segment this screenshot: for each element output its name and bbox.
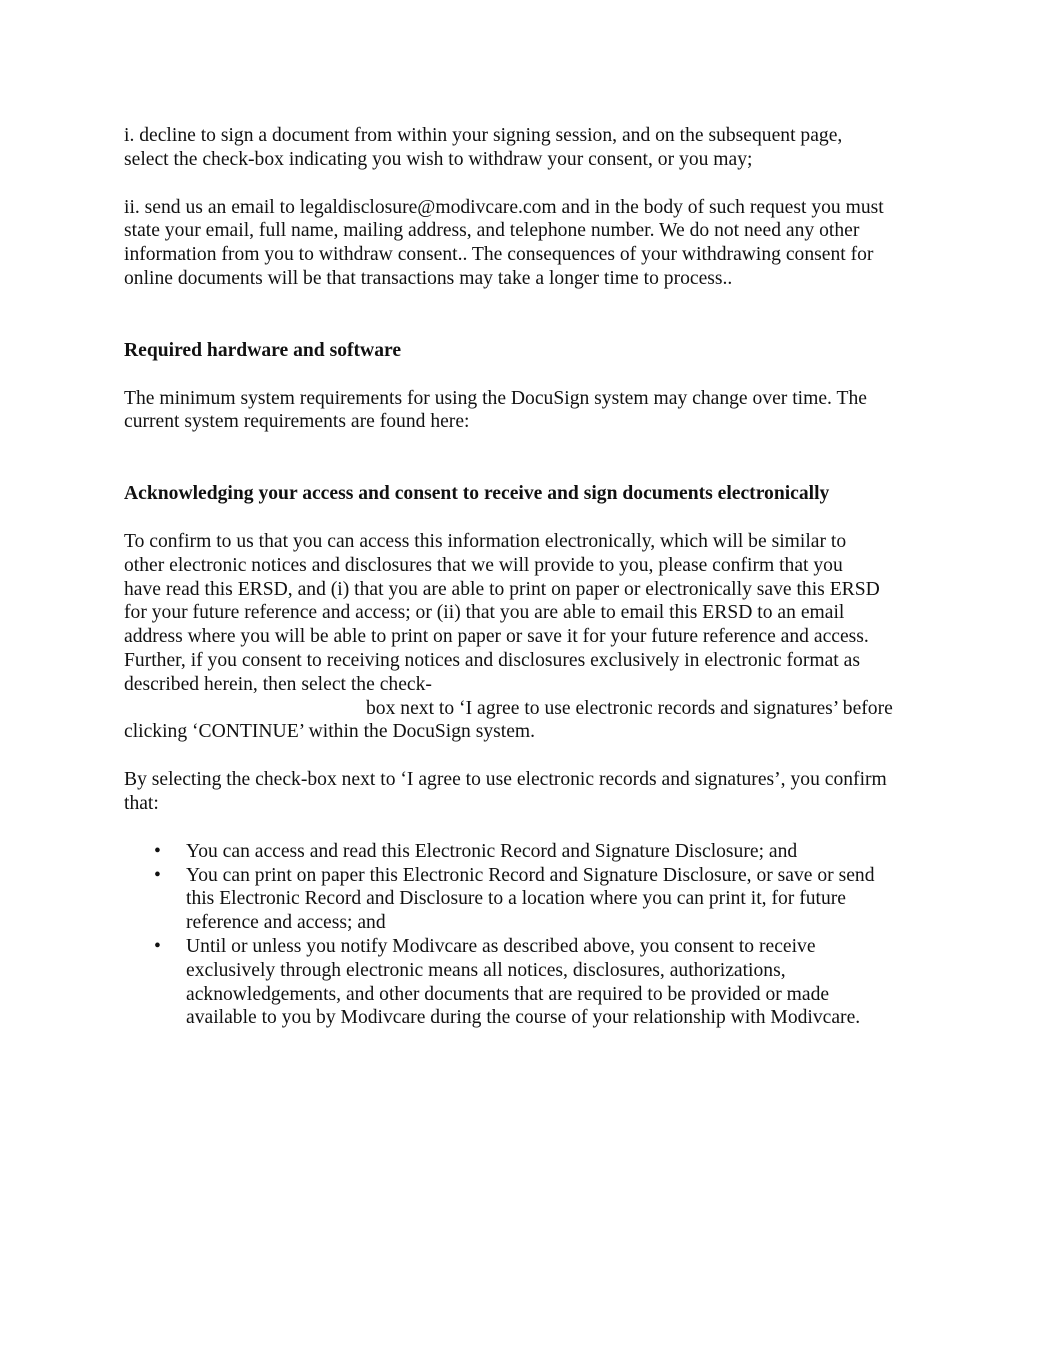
text-line: acknowledgements, and other documents that are required to be provided or made bbox=[186, 983, 830, 1005]
withdraw-option-ii bbox=[124, 196, 934, 291]
bullet-icon: • bbox=[154, 935, 161, 957]
text-line: online documents will be that transactions may take a longer time to process.. bbox=[124, 267, 733, 289]
document-body bbox=[124, 124, 934, 1030]
text-line: state your email, full name, mailing address, and telephone number. We do not need any other bbox=[124, 220, 860, 242]
text-line: select the check-box indicating you wish to withdraw your consent, or you may; bbox=[124, 148, 753, 170]
text-line: exclusively through electronic means all notices, disclosures, authorizations, bbox=[186, 959, 786, 981]
list-item bbox=[124, 840, 934, 864]
text-line: The minimum system requirements for using the DocuSign system may change over time. The bbox=[124, 387, 867, 409]
bullet-icon: • bbox=[154, 864, 161, 886]
text-line: have read this ERSD, and (i) that you are able to print on paper or electronically save this ERSD bbox=[124, 578, 880, 600]
text-line: current system requirements are found here: bbox=[124, 411, 470, 433]
list-item bbox=[124, 935, 934, 1030]
list-item bbox=[124, 864, 934, 935]
text-line: i. decline to sign a document from within your signing session, and on the subsequent page, bbox=[124, 125, 843, 146]
bullet-icon: • bbox=[154, 840, 161, 862]
text-line: this Electronic Record and Disclosure to a location where you can print it, for future bbox=[186, 888, 846, 910]
text-line: You can print on paper this Electronic Record and Signature Disclosure, or save or send bbox=[186, 864, 875, 886]
text-line: You can access and read this Electronic Record and Signature Disclosure; and bbox=[186, 840, 798, 862]
text-line: Further, if you consent to receiving notices and disclosures exclusively in electronic format as bbox=[124, 649, 860, 671]
text-line: information from you to withdraw consent.. The consequences of your withdrawing consent for bbox=[124, 244, 874, 266]
text-line: clicking ‘CONTINUE’ within the DocuSign system. bbox=[124, 721, 536, 743]
text-line: other electronic notices and disclosures that we will provide to you, please confirm that you bbox=[124, 554, 843, 576]
text-line: that: bbox=[124, 792, 159, 814]
confirm-bullet-list bbox=[124, 840, 934, 1030]
text-line: reference and access; and bbox=[186, 912, 386, 934]
text-line-indented: box next to ‘I agree to use electronic records and signatures’ before bbox=[366, 697, 893, 719]
text-line: address where you will be able to print on paper or save it for your future reference and access. bbox=[124, 626, 869, 648]
text-line: described herein, then select the check- bbox=[124, 673, 432, 695]
acknowledge-paragraph bbox=[124, 530, 934, 744]
text-line: Until or unless you notify Modivcare as described above, you consent to receive bbox=[186, 935, 816, 957]
text-line: To confirm to us that you can access this information electronically, which will be similar to bbox=[124, 530, 847, 552]
withdraw-option-i bbox=[124, 124, 934, 172]
acknowledge-heading: Acknowledging your access and consent to receive and sign documents electronically bbox=[124, 483, 830, 505]
text-line: available to you by Modivcare during the course of your relationship with Modivcare. bbox=[186, 1007, 861, 1029]
text-line: By selecting the check-box next to ‘I agree to use electronic records and signatures’, you confirm bbox=[124, 769, 887, 791]
hardware-heading: Required hardware and software bbox=[124, 339, 402, 361]
text-line: ii. send us an email to legaldisclosure@modivcare.com and in the body of such request you must bbox=[124, 196, 884, 218]
confirm-intro-paragraph bbox=[124, 768, 934, 816]
hardware-paragraph bbox=[124, 387, 934, 435]
text-line: for your future reference and access; or (ii) that you are able to email this ERSD to an email bbox=[124, 602, 845, 624]
